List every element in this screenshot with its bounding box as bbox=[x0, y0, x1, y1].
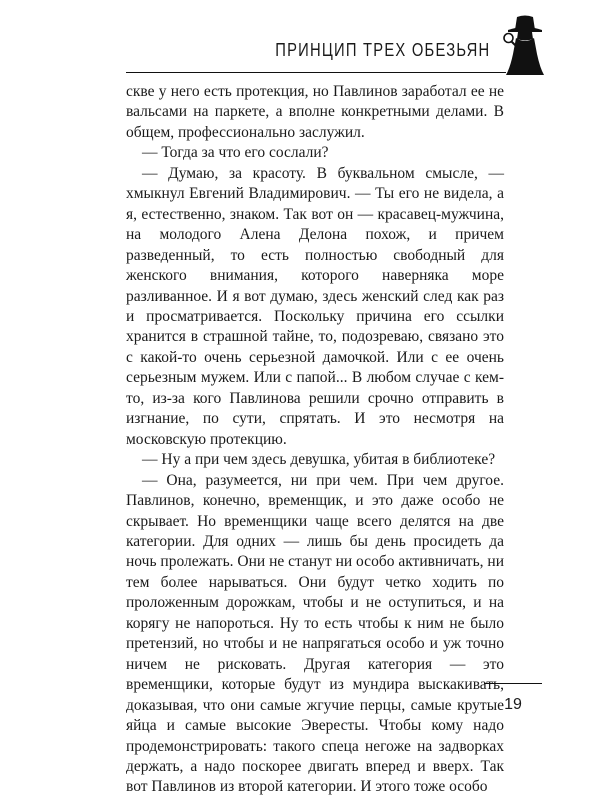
paragraph: — Она, разумеется, ни при чем. При чем другое. Павлинов, конечно, временщик, и это даже особо не скрывает. Но временщики чаще всего делятся на две категории. Для одних — лишь бы день просидеть да ночь пролежать. Они не станут ни особо активничать, ни тем более нарываться. Они будут четко ходить по проложенным дорожкам, чтобы и не оступиться, и на корягу не напороться. Ну то есть чтобы к ним не было претензий, но чтобы и не напрягаться особо и уж точно ничем не рисковать. Другая категория — это временщики, которые будут из мундира выскакивать, доказывая, что они самые жгучие перцы, самые крутые яйца и самые высокие Эвересты. Чтобы кому надо продемонстрировать: такого спеца негоже на задворках держать, а надо поскорее двигать вперед и вверх. Так вот Павлинов из второй категории. И этого тоже особо bbox=[126, 471, 504, 796]
detective-silhouette-icon bbox=[502, 14, 548, 76]
paragraph: — Тогда за что его сослали? bbox=[142, 144, 329, 162]
paragraph: — Думаю, за красоту. В буквальном смысле, — хмыкнул Евгений Владимирович. — Ты его не видела, а я, естественно, знаком. Так вот он — красавец-мужчина, на молодого Алена Делона похож, и причем разведенный, то есть полностью свободный для женского внимания, которого наверняка море разливанное. И я вот думаю, здесь женский след как раз и просматривается. Поскольку причина его ссылки хранится в страшной тайне, то, подозреваю, связано это с какой-то очень серьезной дамочкой. Или с ее очень серьезным мужем. Или с папой... В любом случае с кем-то, из-за кого Павлинова решили срочно отправить в изгнание, по сути, спрятать. И это несмотря на московскую протекцию. bbox=[126, 164, 504, 448]
paragraph: — Ну а при чем здесь девушка, убитая в библиотеке? bbox=[142, 451, 496, 469]
page-number: 19 bbox=[504, 696, 522, 713]
header-rule bbox=[126, 72, 506, 73]
body-text bbox=[126, 82, 504, 798]
footer-rule bbox=[484, 683, 542, 684]
paragraph: скве у него есть протекция, но Павлинов заработал ее не вальсами на паркете, а вполне конкретными делами. В общем, профессионально заслужил. bbox=[126, 83, 504, 141]
header-title: ПРИНЦИП ТРЕХ ОБЕЗЬЯН bbox=[274, 40, 490, 60]
